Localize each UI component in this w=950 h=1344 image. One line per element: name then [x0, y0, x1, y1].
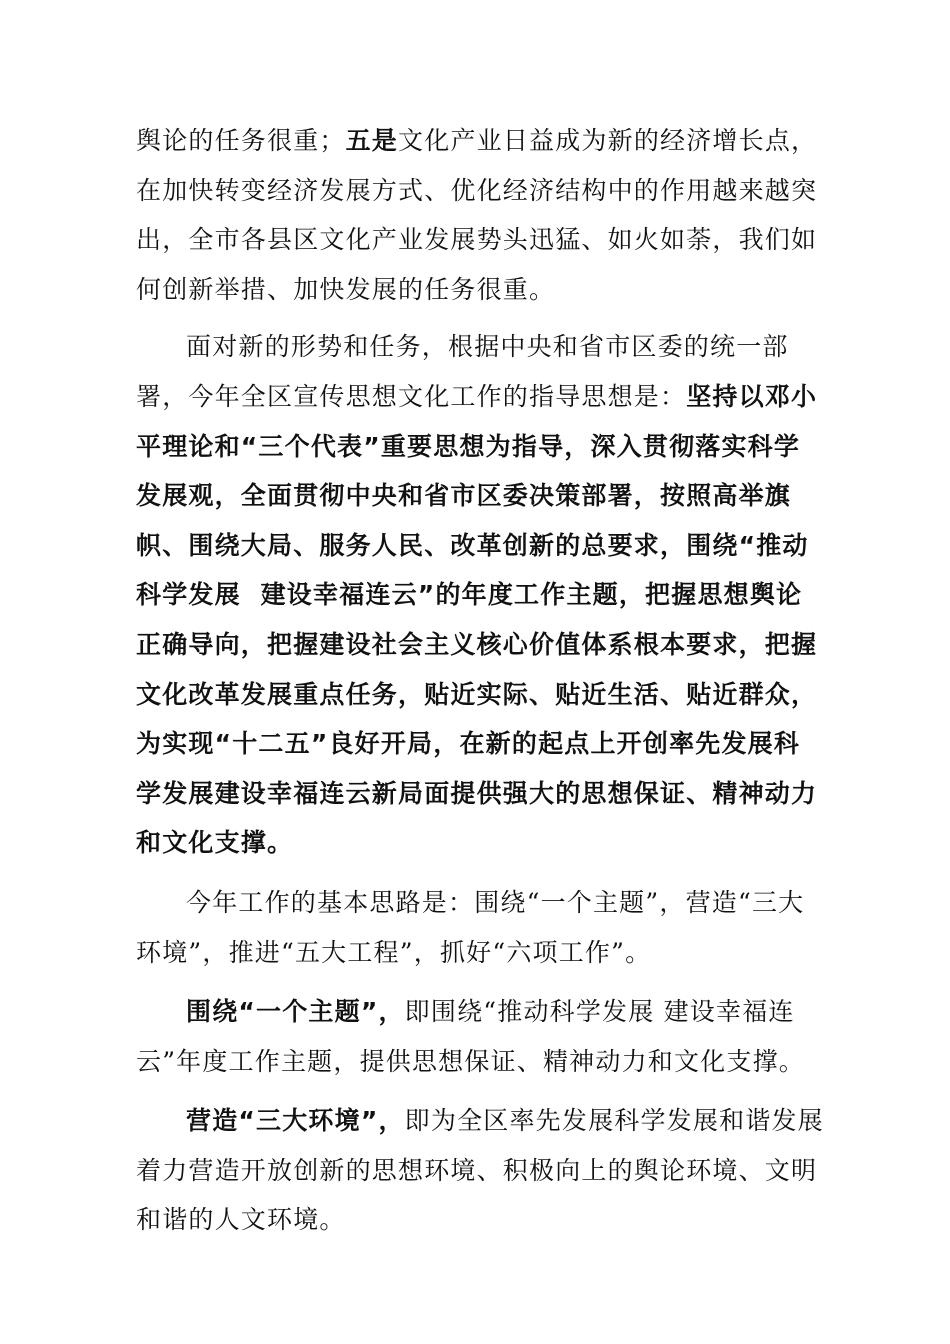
text-run-bold: 营造“三大环境”，: [186, 1106, 405, 1136]
body-text: [136, 116, 826, 1245]
text-run: 即为全区率先发展科学发展和谐发展着力营造开放创新的思想环境、积极向上的舆论环境、文明和谐的人文环境。: [136, 1106, 824, 1235]
paragraph-one-theme: [136, 987, 826, 1086]
text-run: 今年工作的基本思路是：围绕“一个主题”，营造“三大环境”，推进“五大工程”，抓好“六项工作”。: [136, 887, 805, 967]
paragraph-three-environments: [136, 1096, 826, 1245]
text-run: 即围绕“推动科学发展 建设幸福连云”年度工作主题，提供思想保证、精神动力和文化支撑。: [136, 997, 805, 1076]
paragraph-basic-approach: [136, 878, 826, 977]
text-run-bold: 围绕“一个主题”，: [186, 997, 405, 1027]
paragraph-guiding-thought: [136, 322, 826, 868]
text-run-bold: 五是: [345, 126, 399, 155]
text-run: 舆论的任务很重；: [136, 126, 346, 155]
text-run: 面对新的形势和任务，根据中央和省市区委的统一部署，今年全区宣传思想文化工作的指导思想是：: [136, 332, 789, 411]
text-run-bold: 坚持以邓小平理论和“三个代表”重要思想为指导，深入贯彻落实科学发展观，全面贯彻中央和省市区委决策部署，按照高举旗帜、围绕大局、服务人民、改革创新的总要求，围绕“推动科学发展 建设幸福连云”的年度工作主题，把握思想舆论正确导向，把握建设社会主义核心价值体系根本要求，把握文化改革发展重点任务，贴近实际、贴近生活、贴近群众，为实现“十二五”良好开局，在新的起点上开创率先发展科学发展建设幸福连云新局面提供强大的思想保证、精神动力和文化支撑。: [136, 381, 818, 858]
text-run: 文化产业日益成为新的经济增长点，在加快转变经济发展方式、优化经济结构中的作用越来越突出，全市各县区文化产业发展势头迅猛、如火如荼，我们如何创新举措、加快发展的任务很重。: [136, 126, 818, 304]
paragraph-tasks-five: [136, 116, 826, 314]
